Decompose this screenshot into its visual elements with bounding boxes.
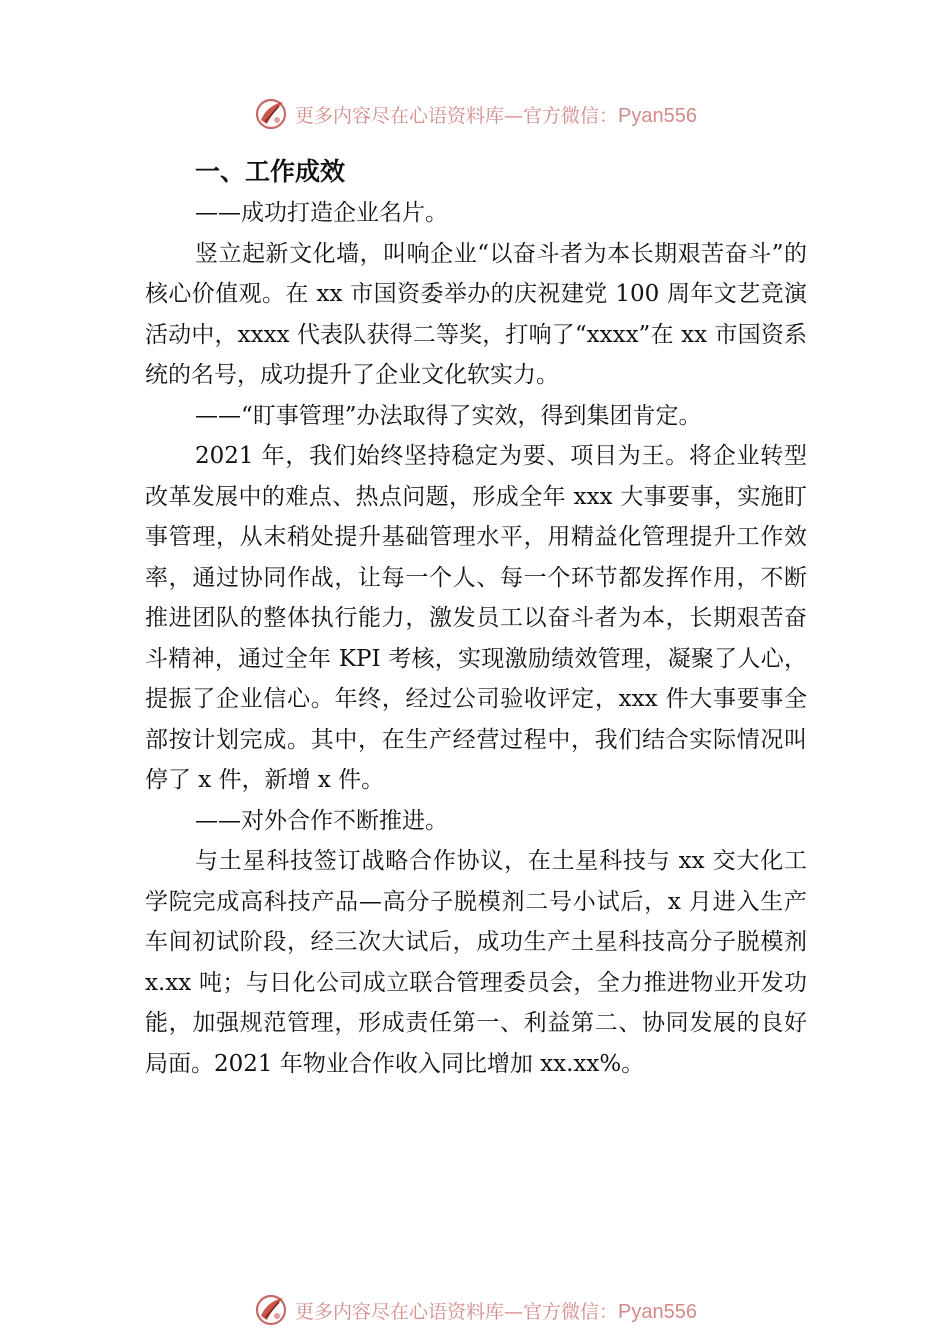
subheading-enterprise-card: ——成功打造企业名片。 [195,200,448,226]
watermark-handle: Pyan556 [618,104,697,127]
paragraph-cooperation: 与土星科技签订战略合作协议，在土星科技与 xx 交大化工学院完成高科技产品—高分子脱模剂二号小试后，x 月进入生产车间初试阶段，经三次大试后，成功生产土星科技高分子脱模剂 x.xx 吨；与日化公司成立联合管理委员会，全力推进物业开发功能，加强规范管理，形成责任第一、利益第二、协同发展的良好局面。2021 年物业合作收入同比增加 xx.xx%。 [145,848,807,1077]
subheading-cooperation: ——对外合作不断推进。 [195,807,448,834]
brand-logo-icon [253,1292,289,1328]
watermark-text [295,101,697,128]
document-body [145,152,807,1084]
watermark-banner-bottom [0,1290,950,1330]
watermark-banner-top [0,94,950,134]
paragraph-culture: 竖立起新文化墙，叫响企业“以奋斗者为本长期艰苦奋斗”的核心价值观。在 xx 市国资委举办的庆祝建党 100 周年文艺竞演活动中，xxxx 代表队获得二等奖，打响了“xxxx”在 xx 市国资系统的名号，成功提升了企业文化软实力。 [145,240,807,388]
section-heading: 一、工作成效 [195,157,346,186]
watermark-label: 更多内容尽在心语资料库—官方微信： [295,1300,619,1323]
subheading-management: ——“盯事管理”办法取得了实效，得到集团肯定。 [195,402,702,429]
watermark-banner-content [253,96,697,132]
watermark-label: 更多内容尽在心语资料库—官方微信： [295,104,619,127]
brand-logo-icon [253,96,289,132]
watermark-banner-content [253,1292,697,1328]
watermark-text [295,1297,697,1324]
paragraph-management: 2021 年，我们始终坚持稳定为要、项目为王。将企业转型改革发展中的难点、热点问题，形成全年 xxx 大事要事，实施盯事管理，从末稍处提升基础管理水平，用精益化管理提升工作效率，通过协同作战，让每一个人、每一个环节都发挥作用，不断推进团队的整体执行能力，激发员工以奋斗者为本，长期艰苦奋斗精神，通过全年 KPI 考核，实现激励绩效管理，凝聚了人心，提振了企业信心。年终，经过公司验收评定，xxx 件大事要事全部按计划完成。其中，在生产经营过程中，我们结合实际情况叫停了 x 件，新增 x 件。 [145,443,807,793]
watermark-handle: Pyan556 [618,1300,697,1323]
